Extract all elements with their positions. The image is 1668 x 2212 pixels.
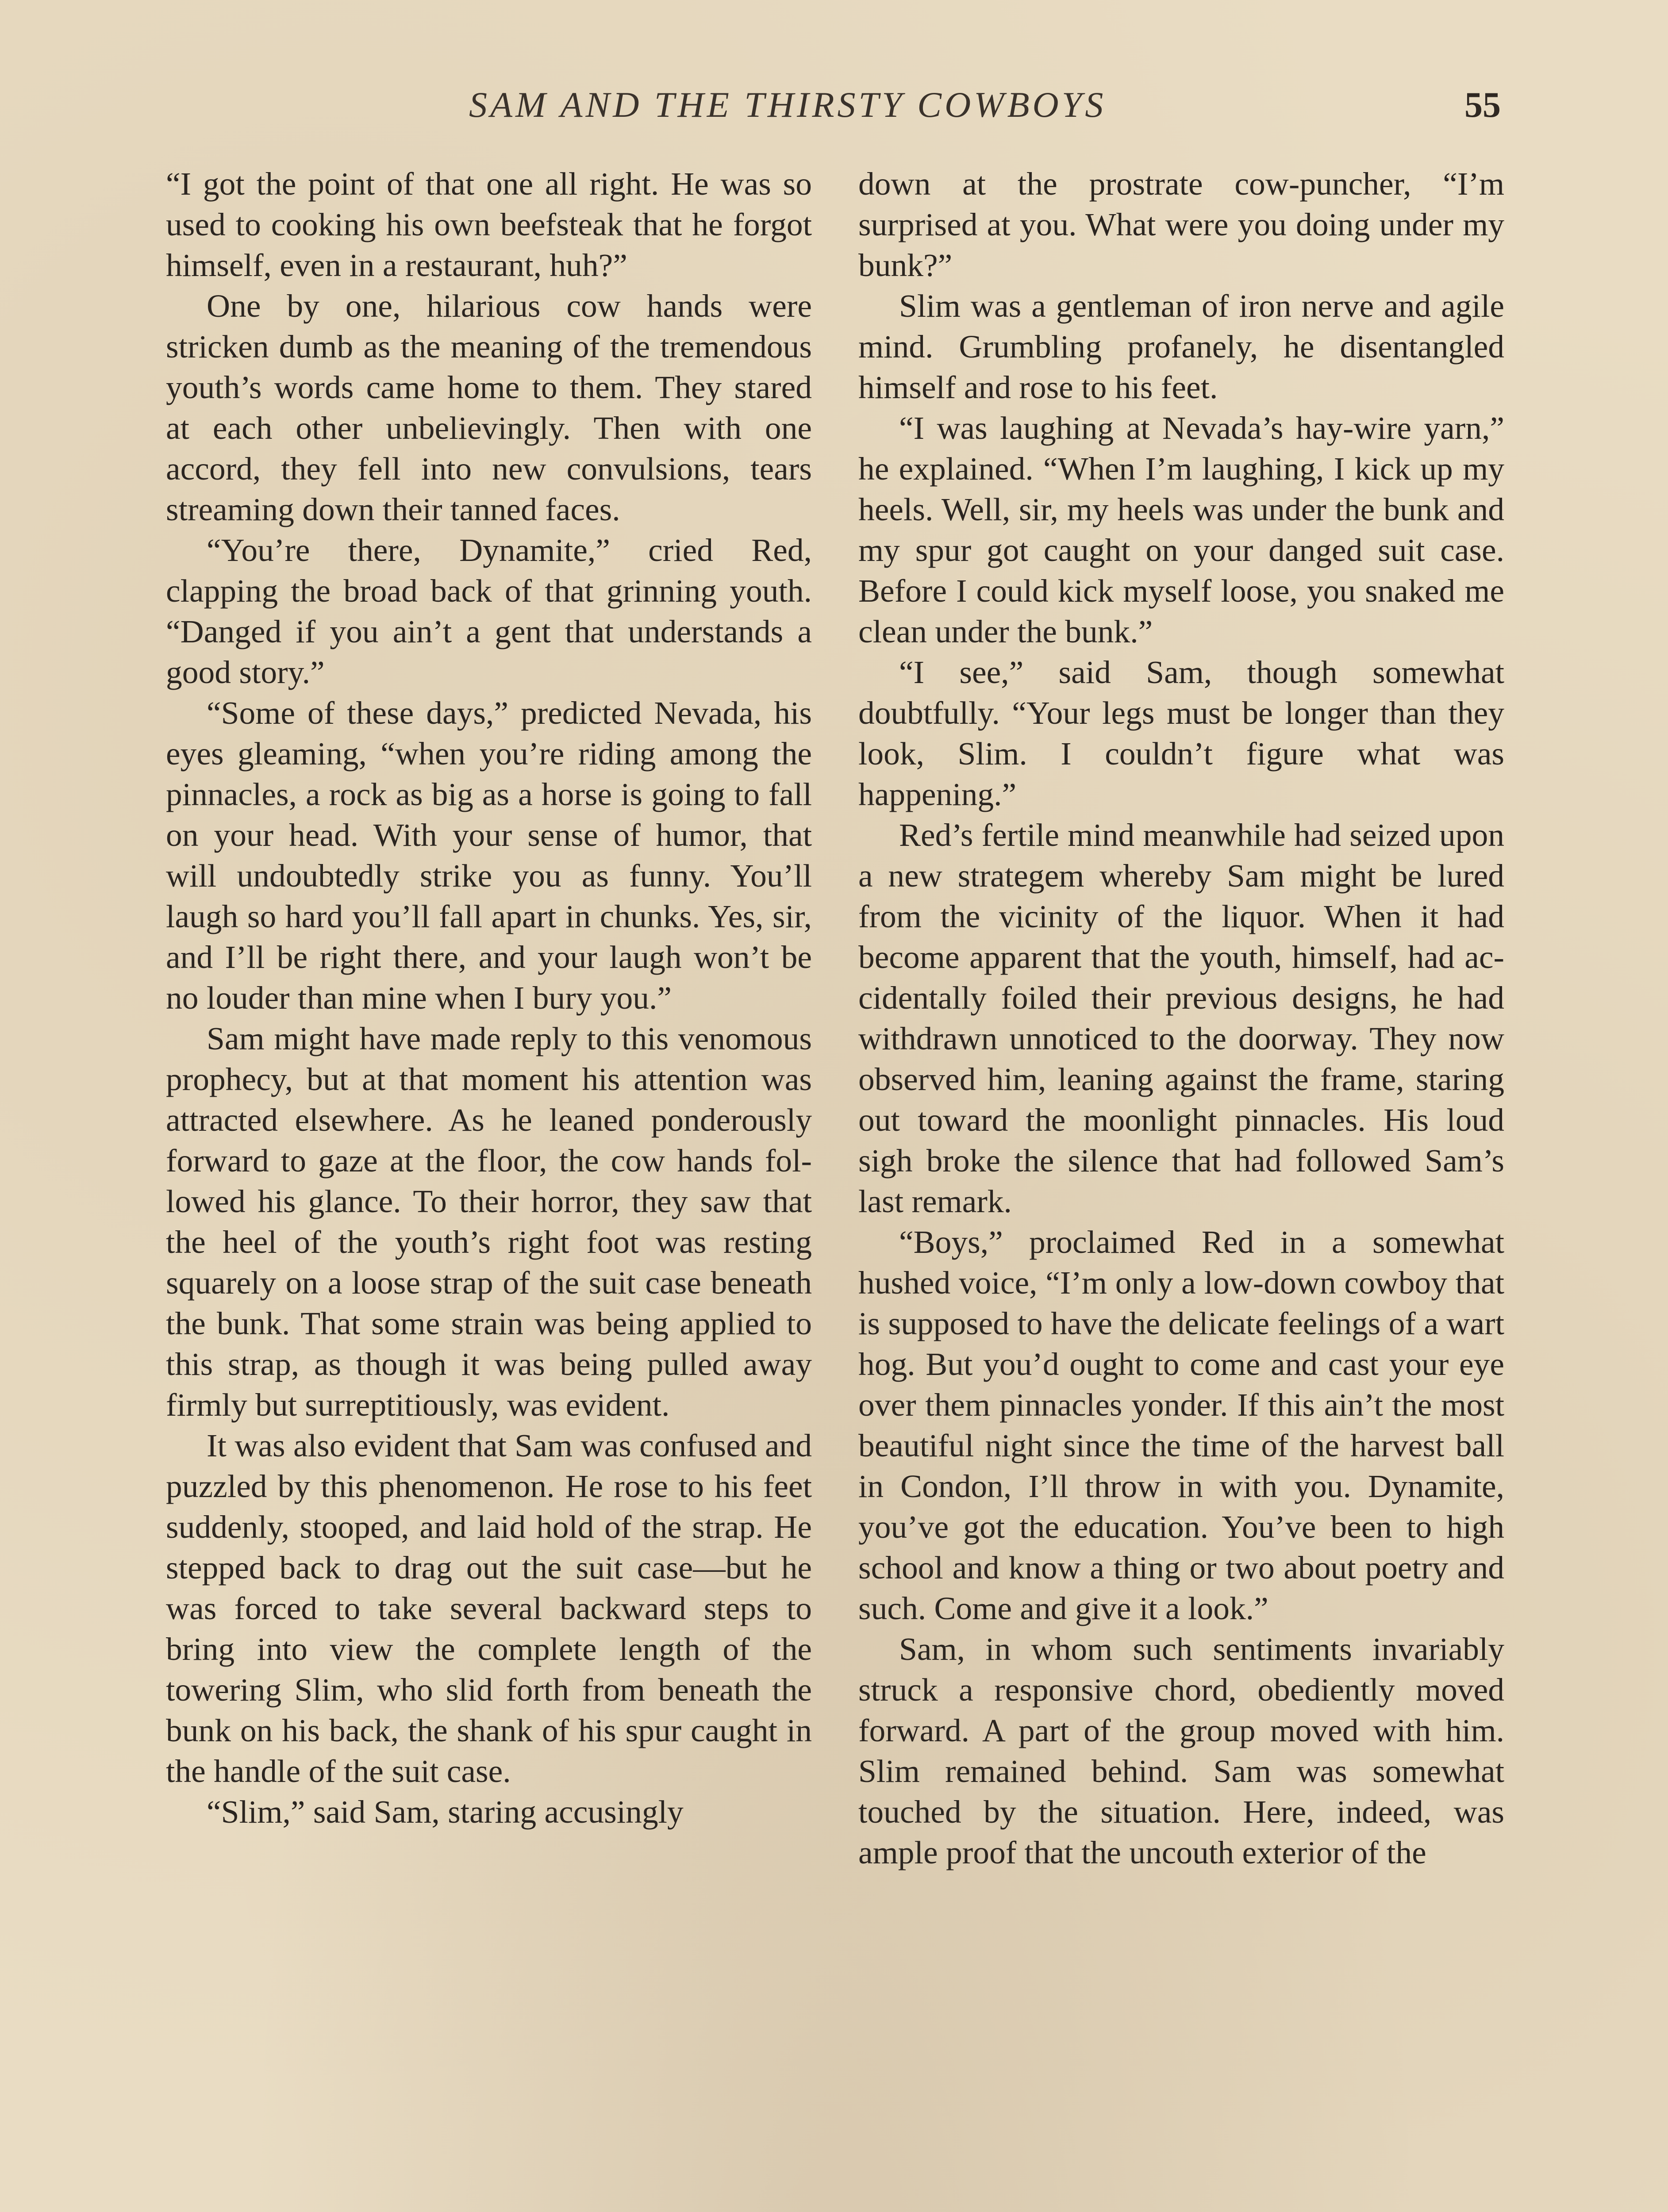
paragraph: “Some of these days,” predicted Nevada, his eyes gleaming, “when you’re riding among the pinnacles, a rock as big as a horse is going to fall on your head. With your sense of humor, that will undoubtedly strike you as funny. You’ll laugh so hard you’ll fall apart in chunks. Yes, sir, and I’ll be right there, and your laugh won’t be no louder than mine when I bury you.” — [166, 695, 812, 1016]
left-column — [166, 164, 812, 1832]
paragraph: “I got the point of that one all right. He was so used to cooking his own beefsteak that he forgot himself, even in a restaurant, huh?” — [166, 166, 812, 283]
paragraph: Sam, in whom such sentiments invariably struck a responsive chord, obediently moved forward. A part of the group moved with him. Slim remained behind. Sam was somewhat touched by the situation. Here, indeed, was ample proof that the uncouth exterior of the — [858, 1631, 1504, 1870]
right-column — [858, 164, 1504, 1873]
paragraph: One by one, hilarious cow hands were stricken dumb as the meaning of the tremendous youth’s words came home to them. They stared at each other unbelievingly. Then with one accord, they fell into new convulsions, tears streaming down their tanned faces. — [166, 288, 812, 527]
paragraph: down at the prostrate cow-puncher, “I’m surprised at you. What were you doing under my bunk?” — [858, 166, 1504, 283]
paragraph: “Boys,” proclaimed Red in a somewhat hushed voice, “I’m only a low-down cowboy that is supposed to have the delicate feelings of a wart hog. But you’d ought to come and cast your eye over them pinnacles yonder. If this ain’t the most beautiful night since the time of the harvest ball in Condon, I’ll throw in with you. Dynamite, you’ve got the education. You’ve been to high school and know a thing or two about poetry and such. Come and give it a look.” — [858, 1224, 1504, 1626]
paragraph: “I see,” said Sam, though somewhat doubtfully. “Your legs must be longer than they look, Slim. I couldn’t figure what was happening.” — [858, 654, 1504, 812]
paragraph: Slim was a gentleman of iron nerve and agile mind. Grumbling profanely, he disentangled himself and rose to his feet. — [858, 288, 1504, 405]
paragraph: “You’re there, Dynamite,” cried Red, clapping the broad back of that grinning youth. “Danged if you ain’t a gent that understands a good story.” — [166, 532, 812, 690]
paragraph: Red’s fertile mind meanwhile had seized upon a new strategem whereby Sam might be lured from the vicinity of the liquor. When it had become apparent that the youth, himself, had accidentally foiled their previous designs, he had withdrawn unnoticed to the doorway. They now observed him, leaning against the frame, staring out toward the moonlight pinnacles. His loud sigh broke the silence that had followed Sam’s last remark. — [858, 817, 1504, 1219]
paragraph: “Slim,” said Sam, staring accusingly — [207, 1794, 684, 1830]
paragraph: Sam might have made reply to this venomous prophecy, but at that moment his attention was attracted elsewhere. As he leaned ponderously forward to gaze at the floor, the cow hands followed his glance. To their horror, they saw that the heel of the youth’s right foot was resting squarely on a loose strap of the suit case beneath the bunk. That some strain was being applied to this strap, as though it was being pulled away firmly but surreptitiously, was evident. — [166, 1021, 812, 1423]
running-title: SAM AND THE THIRSTY COWBOYS — [469, 84, 1107, 125]
page-number: 55 — [1464, 84, 1501, 125]
paragraph: It was also evident that Sam was confused and puzzled by this phenomenon. He rose to his feet suddenly, stooped, and laid hold of the strap. He stepped back to drag out the suit case—but he was forced to take several backward steps to bring into view the complete length of the towering Slim, who slid forth from beneath the bunk on his back, the shank of his spur caught in the handle of the suit case. — [166, 1428, 812, 1789]
running-head — [0, 84, 1668, 142]
paragraph: “I was laughing at Nevada’s hay-wire yarn,” he explained. “When I’m laughing, I kick up my heels. Well, sir, my heels was under the bunk and my spur got caught on your danged suit case. Before I could kick myself loose, you snaked me clean under the bunk.” — [858, 410, 1504, 649]
